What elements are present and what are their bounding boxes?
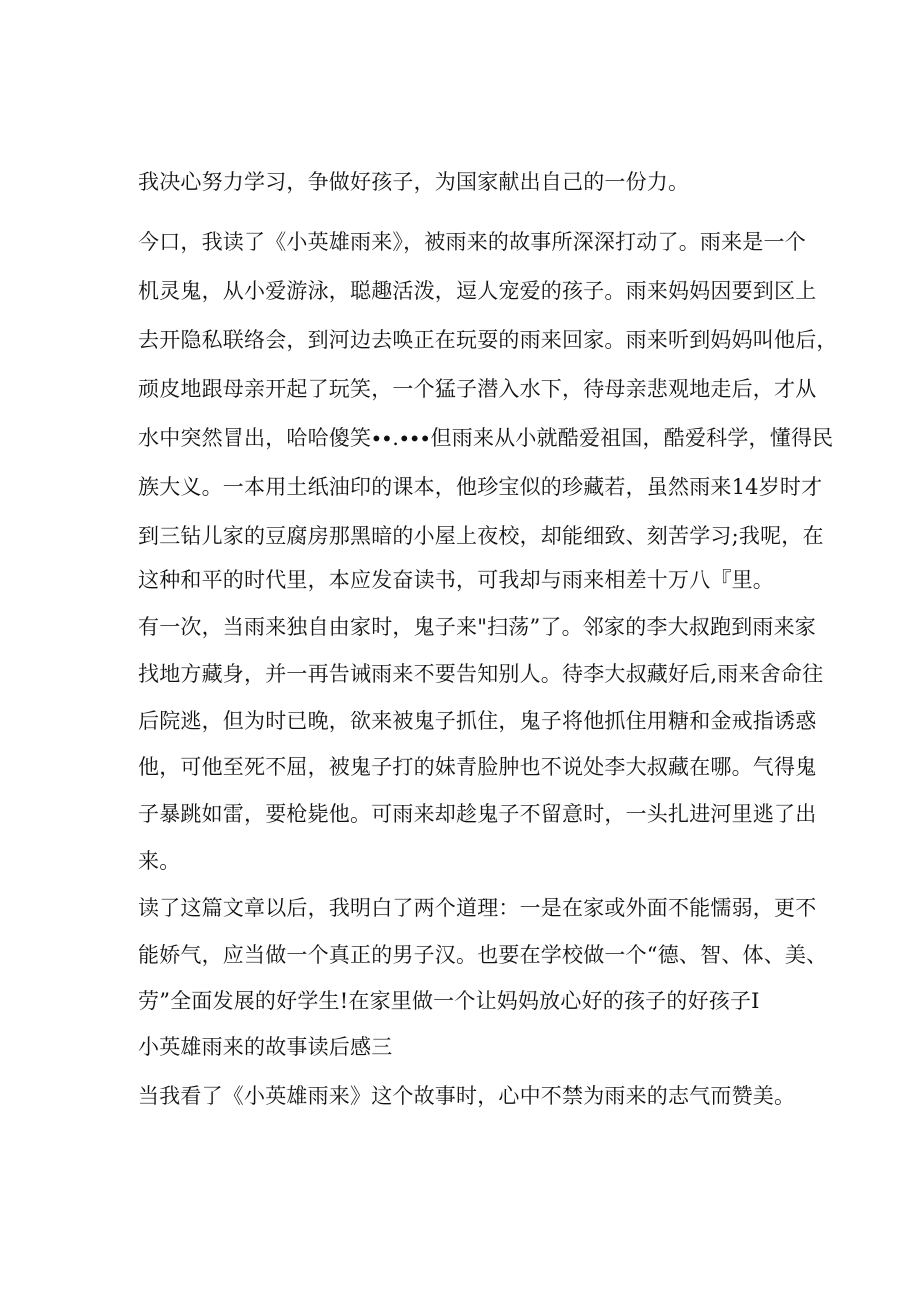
section-heading: 小英雄雨来的故事读后感三 — [138, 1035, 393, 1059]
text-line-14: 子暴跳如雷，要枪毙他。可雨来却趁鬼子不留意时，一头扎进河里逃了出 — [138, 802, 817, 826]
text-line-6: 水中突然冒出，哈哈傻笑∙∙.∙∙∙但雨来从小就酷爱祖国，酷爱科学，懂得民 — [138, 426, 834, 450]
text-line-12: 后院逃，但为时已晚，欲来被鬼子抓住，鬼子将他抓住用糖和金戒指诱惑 — [138, 709, 817, 733]
text-line-5: 顽皮地跟母亲开起了玩笑，一个猛子潜入水下，待母亲悲观地走后，才从 — [138, 377, 817, 401]
text-line-15: 来。 — [138, 849, 181, 873]
text-line-11: 找地方藏身，并一再告诫雨来不要告知别人。待李大叔藏好后,雨来舍命往 — [138, 662, 824, 686]
text-line-18: 劳”全面发展的好学生!在家里做一个让妈妈放心好的孩子的好孩子I — [138, 989, 760, 1013]
text-line-1: 我决心努力学习，争做好孩子，为国家献出自己的一份力。 — [138, 170, 690, 194]
text-line-7: 族大义。一本用土纸油印的课本，他珍宝似的珍藏若，虽然雨来14岁时才 — [138, 475, 823, 499]
text-line-20: 当我看了《小英雄雨来》这个故事时，心中不禁为雨来的志气而赞美。 — [138, 1084, 796, 1108]
text-line-16: 读了这篇文章以后，我明白了两个道理：一是在家或外面不能懦弱，更不 — [138, 896, 817, 920]
text-line-17: 能娇气，应当做一个真正的男子汉。也要在学校做一个“德、智、体、美、 — [138, 943, 828, 967]
text-line-2: 今口，我读了《小英雄雨来》，被雨来的故事所深深打动了。雨来是一个 — [138, 230, 806, 254]
text-line-3: 机灵鬼，从小爱游泳，聪趣活泼，逗人宠爱的孩子。雨来妈妈因要到区上 — [138, 279, 817, 303]
text-line-10: 有一次，当雨来独自由家时，鬼子来"扫荡”了。邻家的李大叔跑到雨来家 — [138, 615, 816, 639]
text-line-8: 到三钻儿家的豆腐房那黑暗的小屋上夜校，却能细致、刻苦学习;我呢，在 — [138, 524, 824, 548]
text-line-13: 他，可他至死不屈，被鬼子打的妹青脸肿也不说处李大叔藏在哪。气得鬼 — [138, 755, 817, 779]
text-line-9: 这种和平的时代里，本应发奋读书，可我却与雨来相差十万八『里。 — [138, 568, 774, 592]
text-line-4: 去开隐私联络会，到河边去唤正在玩耍的雨来回家。雨来听到妈妈叫他后， — [138, 328, 838, 352]
